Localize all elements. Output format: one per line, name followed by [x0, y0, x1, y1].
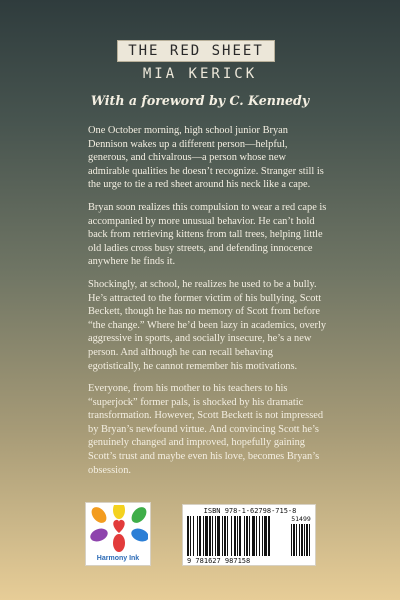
- foreword-credit: With a foreword by C. Kennedy: [90, 93, 310, 108]
- price-addon: 51499: [291, 515, 311, 523]
- barcode-bar: [239, 516, 241, 556]
- barcode-bar: [187, 516, 189, 556]
- barcode-bar: [259, 516, 260, 556]
- hand-shape: [90, 505, 109, 526]
- barcode-bar: [249, 516, 250, 556]
- publisher-name: Harmony Ink: [96, 555, 140, 562]
- barcode-bar: [217, 516, 220, 556]
- barcode-bar: [193, 516, 194, 556]
- barcode-bar: [262, 516, 263, 556]
- hands-heart-icon: [90, 505, 148, 555]
- heart-shape: [113, 520, 124, 533]
- addon-bar: [293, 524, 295, 556]
- hand-shape: [90, 526, 110, 543]
- addon-bar: [291, 524, 292, 556]
- ean-number: 9 781627 987158: [187, 557, 251, 565]
- hand-shape: [129, 505, 148, 526]
- barcode-bar: [244, 516, 245, 556]
- barcode-bar: [215, 516, 216, 556]
- barcode-bar: [256, 516, 257, 556]
- barcode-bar: [224, 516, 226, 556]
- addon-bar: [309, 524, 310, 556]
- hand-shape: [113, 505, 125, 519]
- isbn-barcode: [182, 504, 316, 566]
- hand-shape: [113, 534, 125, 552]
- synopsis-paragraph: Everyone, from his mother to his teachers to his “superjock” former pals, is shocked by his dramatic transformation. However, Scott Beckett is not impressed by Bryan’s newfound virtue. And convincing Scott he’s genuinely changed and improved, hopefully gaining Scott’s trust and maybe even his love, becomes Bryan’s obsession.: [88, 383, 324, 476]
- addon-bar: [299, 524, 300, 556]
- barcode-bar: [190, 516, 191, 556]
- barcode-bar: [246, 516, 248, 556]
- barcode-bar: [197, 516, 198, 556]
- hand-shape: [129, 526, 148, 543]
- synopsis: [88, 124, 328, 486]
- barcode-bar: [205, 516, 208, 556]
- isbn-number: ISBN 978-1-62798-715-8: [203, 507, 297, 515]
- barcode-bar: [222, 516, 223, 556]
- addon-bar: [304, 524, 305, 556]
- barcode-bar: [199, 516, 201, 556]
- barcode-bar: [268, 516, 270, 556]
- barcode-bar: [234, 516, 236, 556]
- barcode-bar: [227, 516, 228, 556]
- addon-bar: [296, 524, 297, 556]
- barcode-bar: [209, 516, 211, 556]
- barcode-bar: [203, 516, 204, 556]
- publisher-logo: [85, 502, 151, 566]
- barcode-bar: [264, 516, 267, 556]
- addon-bar: [301, 524, 303, 556]
- barcode-bar: [237, 516, 238, 556]
- barcode-bar: [252, 516, 255, 556]
- synopsis-paragraph: Shockingly, at school, he realizes he used to be a bully. He’s attracted to the former victim of his bullying, Scott Beckett, though he has no memory of Scott from before “the change.” Where he’d been lazy in academics, overly aggressive in sports, and socially insecure, he’s a new person. And although he can recall behaving egotistically, he cannot remember his motivations.: [88, 278, 327, 372]
- synopsis-paragraph: One October morning, high school junior Bryan Dennison wakes up a different person—helpful, generous, and chivalrous—a person whose new admirable qualities he doesn’t recognize. Stranger still is the urge to tie a red sheet around his neck like a cape.: [88, 125, 324, 191]
- barcode-bar: [231, 516, 232, 556]
- addon-bar: [306, 524, 308, 556]
- barcode-bar: [212, 516, 213, 556]
- book-title: THE RED SHEET: [117, 40, 275, 62]
- synopsis-paragraph: Bryan soon realizes this compulsion to wear a red cape is accompanied by more unusual behavior. He can’t hold back from retrieving kittens from tall trees, helping little old ladies cross busy streets, and defending innocence anywhere he finds it.: [88, 201, 327, 268]
- author-name: MIA KERICK: [142, 66, 258, 82]
